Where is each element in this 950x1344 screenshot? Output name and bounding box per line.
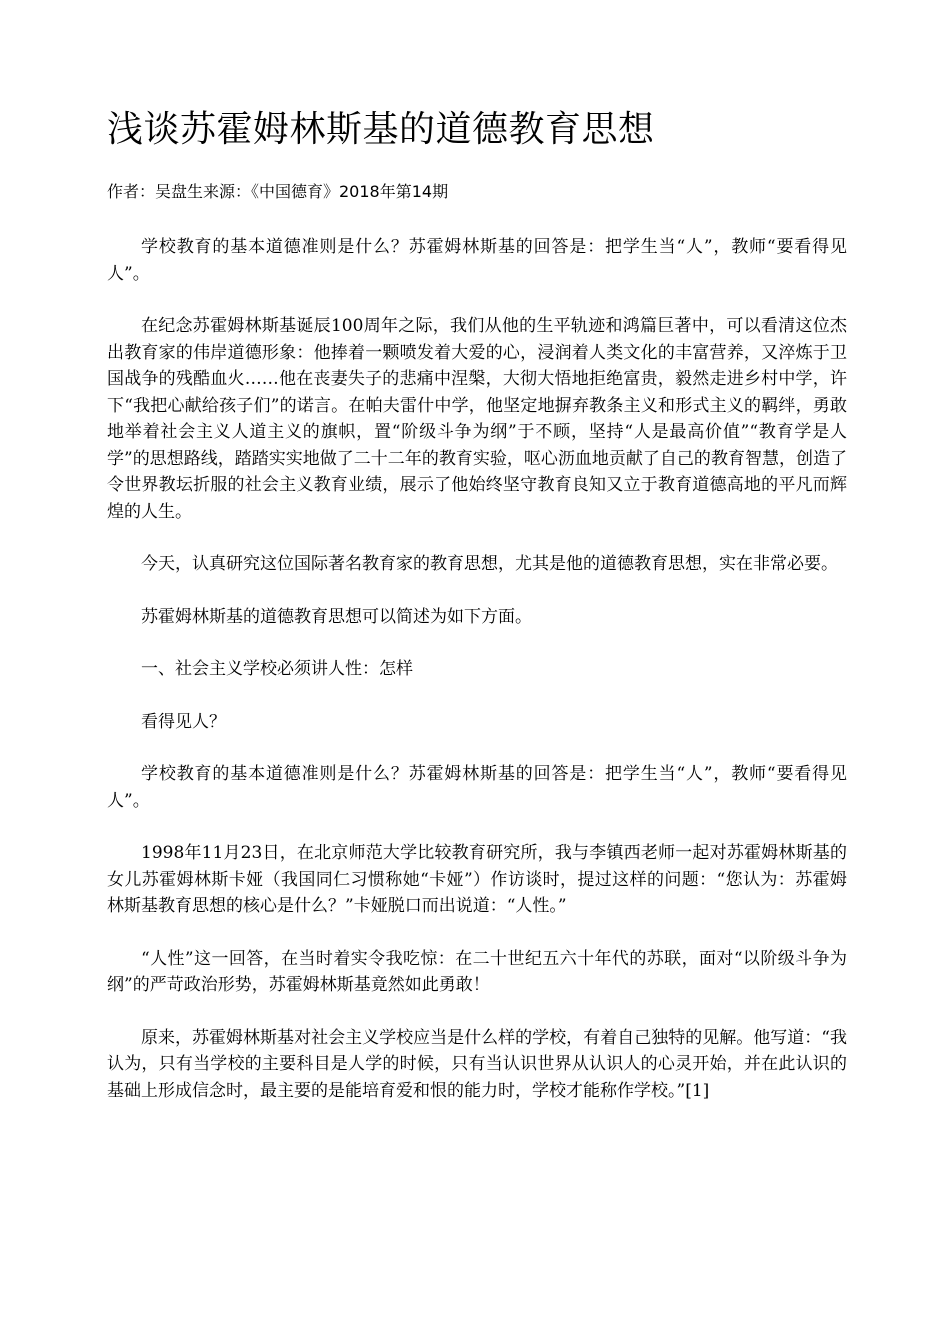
paragraph: 1998年11月23日，在北京师范大学比较教育研究所，我与李镇西老师一起对苏霍姆林斯基的女儿苏霍姆林斯卡娅（我国同仁习惯称她“卡娅”）作访谈时，提过这样的问题：“您认为：苏霍姆林斯基教育思想的核心是什么？”卡娅脱口而出说道：“人性。”: [107, 843, 847, 916]
article-title: 浅谈苏霍姆林斯基的道德教育思想: [107, 109, 655, 150]
paragraph: 苏霍姆林斯基的道德教育思想可以简述为如下方面。: [141, 606, 532, 627]
document-page: [107, 104, 847, 1130]
paragraph: 原来，苏霍姆林斯基对社会主义学校应当是什么样的学校，有着自己独特的见解。他写道：“我认为，只有当学校的主要科目是人学的时候，只有当认识世界从认识人的心灵开始，并在此认识的基础上形成信念时，最主要的是能培育爱和恨的能力时，学校才能称作学校。”[1]: [107, 1027, 847, 1101]
section-heading: 一、社会主义学校必须讲人性：怎样: [141, 659, 413, 679]
article-meta: 作者：吴盘生来源：《中国德育》2018年第14期: [107, 182, 449, 201]
paragraph: “人性”这一回答，在当时着实令我吃惊：在二十世纪五六十年代的苏联，面对“以阶级斗争为纲”的严苛政治形势，苏霍姆林斯基竟然如此勇敢！: [107, 948, 847, 995]
paragraph: 今天，认真研究这位国际著名教育家的教育思想，尤其是他的道德教育思想，实在非常必要。: [141, 554, 838, 574]
paragraph: 学校教育的基本道德准则是什么？苏霍姆林斯基的回答是：把学生当“人”，教师“要看得见人”。: [107, 764, 847, 811]
section-heading-continued: 看得见人？: [141, 711, 226, 732]
paragraph: 学校教育的基本道德准则是什么？苏霍姆林斯基的回答是：把学生当“人”，教师“要看得见人”。: [107, 237, 847, 284]
paragraph: 在纪念苏霍姆林斯基诞辰100周年之际，我们从他的生平轨迹和鸿篇巨著中，可以看清这位杰出教育家的伟岸道德形象：他捧着一颗喷发着大爱的心，浸润着人类文化的丰富营养，又淬炼于卫国战争的残酷血火……他在丧妻失子的悲痛中涅槃，大彻大悟地拒绝富贵，毅然走进乡村中学，许下“我把心献给孩子们”的诺言。在帕夫雷什中学，他坚定地摒弃教条主义和形式主义的羁绊，勇敢地举着社会主义人道主义的旗帜，置“阶级斗争为纲”于不顾，坚持“人是最高价值”“教育学是人学”的思想路线，踏踏实实地做了二十二年的教育实验，呕心沥血地贡献了自己的教育智慧，创造了令世界教坛折服的社会主义教育业绩，展示了他始终坚守教育良知又立于教育道德高地的平凡而辉煌的人生。: [107, 316, 847, 522]
